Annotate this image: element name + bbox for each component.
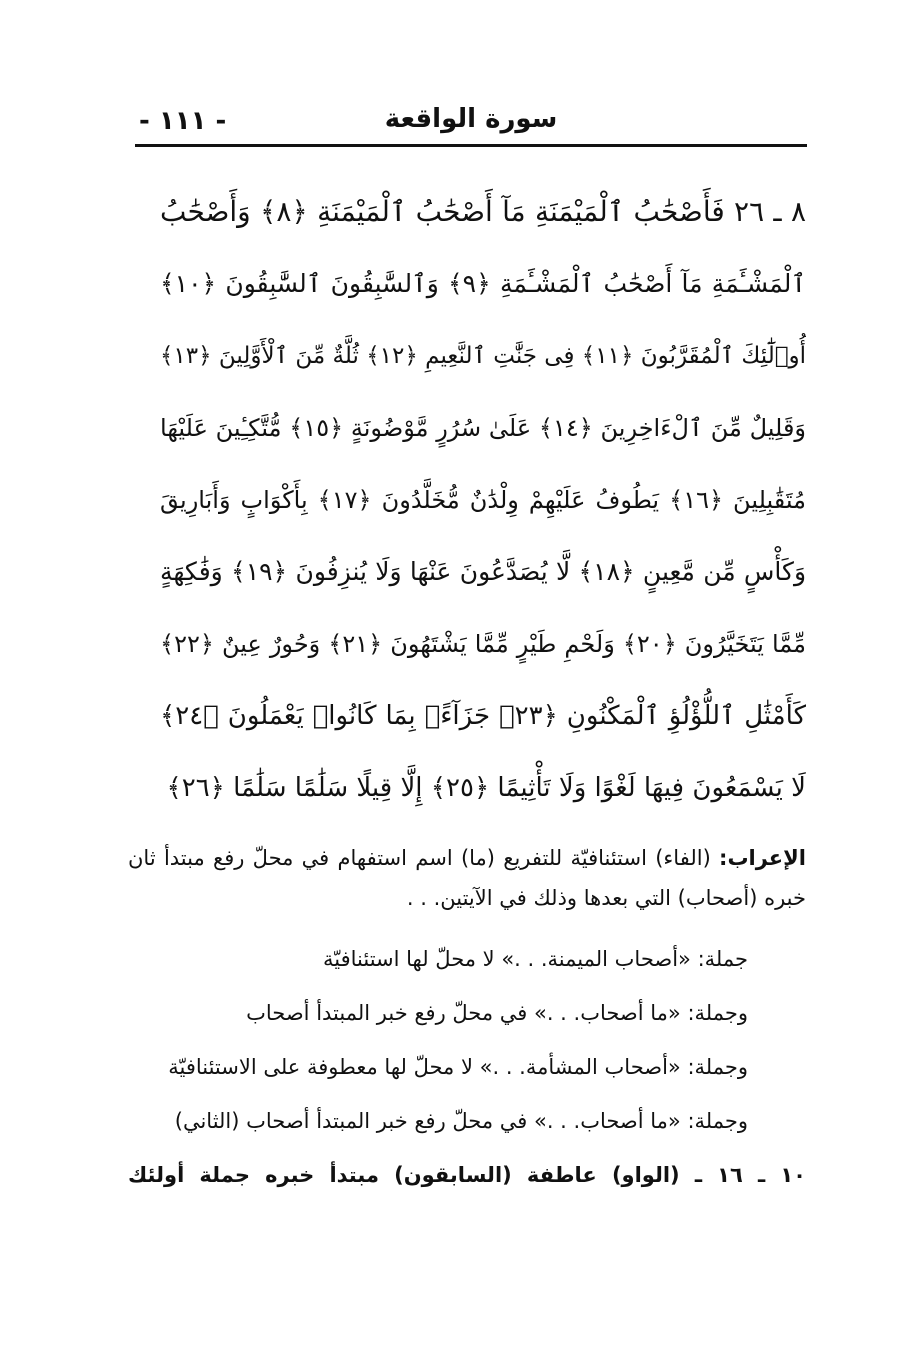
- irab-section: [128, 838, 806, 1202]
- quran-line: ٱلْمَشْـَٔمَةِ مَآ أَصْحَٰبُ ٱلْمَشْـَٔمَةِ ﴿٩﴾ وَٱلسَّٰبِقُونَ ٱلسَّٰبِقُونَ ﴿١٠﴾: [160, 269, 806, 298]
- quran-line: مِّمَّا يَتَخَيَّرُونَ ﴿٢٠﴾ وَلَحْمِ طَيْرٍ مِّمَّا يَشْتَهُونَ ﴿٢١﴾ وَحُورٌ عِينٌ ﴿٢٢﴾: [160, 630, 806, 658]
- header-divider: [135, 144, 807, 147]
- quran-line: مُتَقَٰبِلِينَ ﴿١٦﴾ يَطُوفُ عَلَيْهِمْ وِلْدَٰنٌ مُّخَلَّدُونَ ﴿١٧﴾ بِأَكْوَابٍ وَأَبَارِيقَ: [160, 486, 806, 514]
- irab-continuation-line: ١٠ ـ ١٦ ـ (الواو) عاطفة (السابقون) مبتدأ خبره جملة أولئك: [128, 1163, 806, 1187]
- jumla-line: وجملة: «ما أصحاب. . .» في محلّ رفع خبر المبتدأ أصحاب (الثاني): [174, 1109, 748, 1133]
- quran-text-block: [160, 176, 806, 824]
- quran-line: أُو۟لَٰٓئِكَ ٱلْمُقَرَّبُونَ ﴿١١﴾ فِى جَنَّٰتِ ٱلنَّعِيمِ ﴿١٢﴾ ثُلَّةٌ مِّنَ ٱلْأَوَّلِينَ ﴿١٣﴾: [160, 343, 806, 369]
- jumla-line: وجملة: «ما أصحاب. . .» في محلّ رفع خبر المبتدأ أصحاب: [246, 1001, 748, 1025]
- quran-line: لَا يَسْمَعُونَ فِيهَا لَغْوًا وَلَا تَأْثِيمًا ﴿٢٥﴾ إِلَّا قِيلًا سَلَٰمًا سَلَٰمًا ﴿٢٦﴾: [166, 773, 806, 803]
- page-number: - ١١١ -: [139, 106, 227, 136]
- irab-heading: الإعراب:: [719, 846, 806, 870]
- jumla-line: وجملة: «أصحاب المشأمة. . .» لا محلّ لها معطوفة على الاستئنافيّة: [168, 1055, 748, 1079]
- page-header: [135, 96, 807, 148]
- irab-body: (الفاء) استئنافيّة للتفريع (ما) اسم استفهام في محلّ رفع مبتدأ ثان خبره (أصحاب) التي بعدها وذلك في الآيتين. . .: [128, 846, 806, 910]
- quran-line: وَقَلِيلٌ مِّنَ ٱلْءَاخِرِينَ ﴿١٤﴾ عَلَىٰ سُرُرٍ مَّوْضُونَةٍ ﴿١٥﴾ مُّتَّكِـِٔينَ عَلَيْهَا: [160, 414, 806, 442]
- jumla-line: جملة: «أصحاب الميمنة. . .» لا محلّ لها استئنافيّة: [322, 947, 748, 971]
- irab-paragraph: [128, 838, 806, 918]
- quran-line: كَأَمْثَٰلِ ٱللُّؤْلُؤِ ٱلْمَكْنُونِ ﴿٢٣﴾ جَزَآءًۢ بِمَا كَانُوا۟ يَعْمَلُونَ ﴿٢٤﴾: [160, 701, 806, 731]
- quran-line: ٨ ـ ٢٦ فَأَصْحَٰبُ ٱلْمَيْمَنَةِ مَآ أَصْحَٰبُ ٱلْمَيْمَنَةِ ﴿٨﴾ وَأَصْحَٰبُ: [160, 195, 806, 228]
- surah-title: سورة الواقعة: [384, 104, 558, 134]
- quran-line: وَكَأْسٍ مِّن مَّعِينٍ ﴿١٨﴾ لَّا يُصَدَّعُونَ عَنْهَا وَلَا يُنزِفُونَ ﴿١٩﴾ وَفَٰكِهَةٍ: [160, 557, 806, 586]
